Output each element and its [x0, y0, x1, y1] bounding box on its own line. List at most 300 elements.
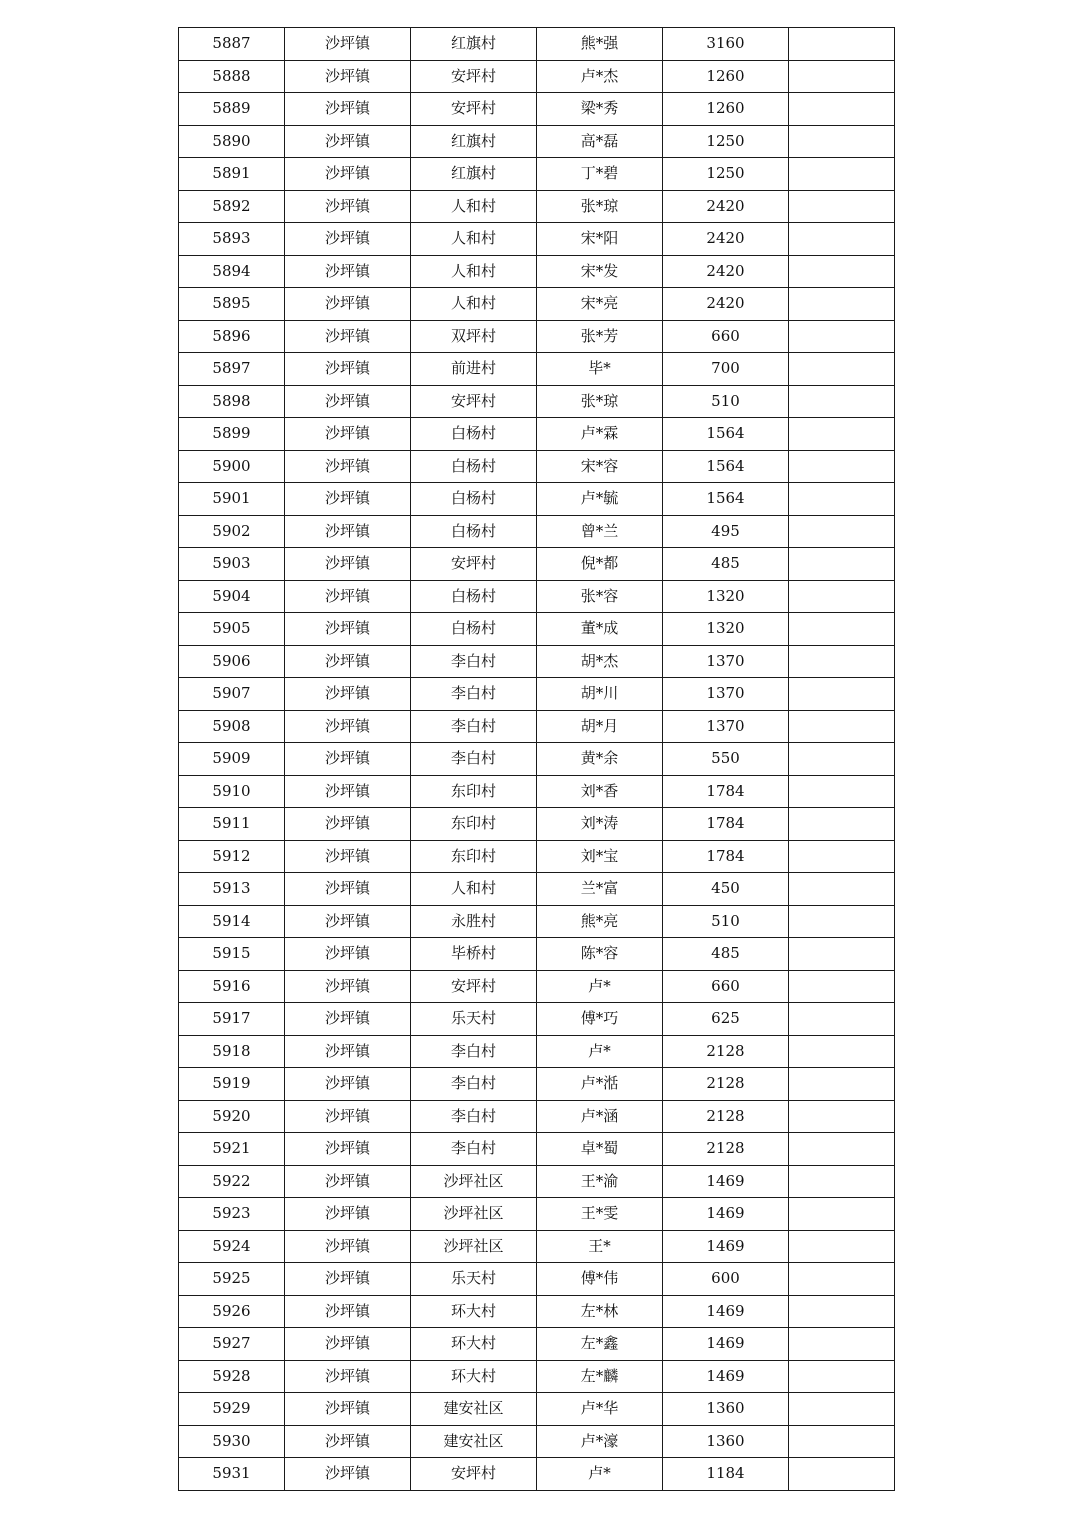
row-number-cell: 5898 — [179, 385, 285, 418]
row-number-cell: 5890 — [179, 125, 285, 158]
amount-cell: 1564 — [663, 483, 789, 516]
note-cell — [789, 190, 895, 223]
row-number-cell: 5931 — [179, 1458, 285, 1491]
row-number-cell: 5925 — [179, 1263, 285, 1296]
table-row — [179, 1165, 895, 1198]
row-number-cell: 5893 — [179, 223, 285, 256]
note-cell — [789, 125, 895, 158]
row-number-cell: 5922 — [179, 1165, 285, 1198]
village-cell: 环大村 — [411, 1360, 537, 1393]
village-cell: 红旗村 — [411, 125, 537, 158]
amount-cell: 1784 — [663, 840, 789, 873]
name-cell: 董*成 — [537, 613, 663, 646]
table-row — [179, 158, 895, 191]
name-cell: 宋*容 — [537, 450, 663, 483]
name-cell: 傅*巧 — [537, 1003, 663, 1036]
name-cell: 张*琼 — [537, 190, 663, 223]
name-cell: 卓*蜀 — [537, 1133, 663, 1166]
name-cell: 卢*华 — [537, 1393, 663, 1426]
village-cell: 李白村 — [411, 1068, 537, 1101]
amount-cell: 1784 — [663, 775, 789, 808]
amount-cell: 1360 — [663, 1425, 789, 1458]
amount-cell: 2420 — [663, 223, 789, 256]
row-number-cell: 5900 — [179, 450, 285, 483]
table-row — [179, 938, 895, 971]
village-cell: 永胜村 — [411, 905, 537, 938]
town-cell: 沙坪镇 — [285, 938, 411, 971]
name-cell: 卢*霖 — [537, 418, 663, 451]
amount-cell: 550 — [663, 743, 789, 776]
row-number-cell: 5928 — [179, 1360, 285, 1393]
name-cell: 胡*月 — [537, 710, 663, 743]
town-cell: 沙坪镇 — [285, 840, 411, 873]
row-number-cell: 5912 — [179, 840, 285, 873]
row-number-cell: 5902 — [179, 515, 285, 548]
amount-cell: 2420 — [663, 190, 789, 223]
name-cell: 熊*强 — [537, 28, 663, 61]
name-cell: 卢*杰 — [537, 60, 663, 93]
row-number-cell: 5910 — [179, 775, 285, 808]
row-number-cell: 5909 — [179, 743, 285, 776]
town-cell: 沙坪镇 — [285, 158, 411, 191]
amount-cell: 1564 — [663, 418, 789, 451]
amount-cell: 625 — [663, 1003, 789, 1036]
note-cell — [789, 28, 895, 61]
name-cell: 卢* — [537, 970, 663, 1003]
town-cell: 沙坪镇 — [285, 288, 411, 321]
name-cell: 兰*富 — [537, 873, 663, 906]
village-cell: 安坪村 — [411, 93, 537, 126]
table-row — [179, 483, 895, 516]
village-cell: 乐天村 — [411, 1003, 537, 1036]
table-row — [179, 1295, 895, 1328]
note-cell — [789, 1003, 895, 1036]
village-cell: 建安社区 — [411, 1393, 537, 1426]
note-cell — [789, 1425, 895, 1458]
table-row — [179, 1068, 895, 1101]
table-row — [179, 125, 895, 158]
town-cell: 沙坪镇 — [285, 548, 411, 581]
amount-cell: 1320 — [663, 613, 789, 646]
amount-cell: 1469 — [663, 1360, 789, 1393]
town-cell: 沙坪镇 — [285, 1198, 411, 1231]
table-row — [179, 1230, 895, 1263]
table-row — [179, 385, 895, 418]
town-cell: 沙坪镇 — [285, 1003, 411, 1036]
note-cell — [789, 710, 895, 743]
amount-cell: 1260 — [663, 60, 789, 93]
table-row — [179, 1263, 895, 1296]
note-cell — [789, 255, 895, 288]
table-row — [179, 288, 895, 321]
amount-cell: 1784 — [663, 808, 789, 841]
amount-cell: 1250 — [663, 125, 789, 158]
village-cell: 白杨村 — [411, 515, 537, 548]
table-row — [179, 873, 895, 906]
row-number-cell: 5926 — [179, 1295, 285, 1328]
note-cell — [789, 288, 895, 321]
note-cell — [789, 743, 895, 776]
name-cell: 张*芳 — [537, 320, 663, 353]
amount-cell: 485 — [663, 938, 789, 971]
table-row — [179, 905, 895, 938]
amount-cell: 2420 — [663, 288, 789, 321]
note-cell — [789, 548, 895, 581]
town-cell: 沙坪镇 — [285, 515, 411, 548]
village-cell: 前进村 — [411, 353, 537, 386]
table-row — [179, 93, 895, 126]
village-cell: 李白村 — [411, 1035, 537, 1068]
name-cell: 高*磊 — [537, 125, 663, 158]
town-cell: 沙坪镇 — [285, 678, 411, 711]
town-cell: 沙坪镇 — [285, 190, 411, 223]
note-cell — [789, 353, 895, 386]
note-cell — [789, 418, 895, 451]
note-cell — [789, 60, 895, 93]
row-number-cell: 5919 — [179, 1068, 285, 1101]
village-cell: 双坪村 — [411, 320, 537, 353]
amount-cell: 1184 — [663, 1458, 789, 1491]
row-number-cell: 5917 — [179, 1003, 285, 1036]
note-cell — [789, 580, 895, 613]
table-row — [179, 223, 895, 256]
amount-cell: 1564 — [663, 450, 789, 483]
village-cell: 人和村 — [411, 223, 537, 256]
name-cell: 王*渝 — [537, 1165, 663, 1198]
village-cell: 李白村 — [411, 645, 537, 678]
village-cell: 沙坪社区 — [411, 1165, 537, 1198]
row-number-cell: 5899 — [179, 418, 285, 451]
town-cell: 沙坪镇 — [285, 1230, 411, 1263]
amount-cell: 1260 — [663, 93, 789, 126]
name-cell: 傅*伟 — [537, 1263, 663, 1296]
amount-cell: 1250 — [663, 158, 789, 191]
town-cell: 沙坪镇 — [285, 1068, 411, 1101]
note-cell — [789, 483, 895, 516]
name-cell: 丁*碧 — [537, 158, 663, 191]
table-row — [179, 678, 895, 711]
table-row — [179, 710, 895, 743]
amount-cell: 3160 — [663, 28, 789, 61]
row-number-cell: 5907 — [179, 678, 285, 711]
town-cell: 沙坪镇 — [285, 743, 411, 776]
village-cell: 安坪村 — [411, 970, 537, 1003]
town-cell: 沙坪镇 — [285, 710, 411, 743]
table-row — [179, 743, 895, 776]
amount-cell: 660 — [663, 320, 789, 353]
roster-table — [178, 27, 895, 1491]
table-row — [179, 515, 895, 548]
name-cell: 卢* — [537, 1035, 663, 1068]
name-cell: 熊*亮 — [537, 905, 663, 938]
town-cell: 沙坪镇 — [285, 1360, 411, 1393]
town-cell: 沙坪镇 — [285, 1263, 411, 1296]
amount-cell: 600 — [663, 1263, 789, 1296]
town-cell: 沙坪镇 — [285, 385, 411, 418]
village-cell: 李白村 — [411, 743, 537, 776]
row-number-cell: 5887 — [179, 28, 285, 61]
table-row — [179, 418, 895, 451]
town-cell: 沙坪镇 — [285, 775, 411, 808]
note-cell — [789, 1295, 895, 1328]
town-cell: 沙坪镇 — [285, 1295, 411, 1328]
name-cell: 胡*川 — [537, 678, 663, 711]
village-cell: 李白村 — [411, 1100, 537, 1133]
row-number-cell: 5908 — [179, 710, 285, 743]
row-number-cell: 5891 — [179, 158, 285, 191]
amount-cell: 1469 — [663, 1295, 789, 1328]
town-cell: 沙坪镇 — [285, 93, 411, 126]
note-cell — [789, 1068, 895, 1101]
amount-cell: 2128 — [663, 1133, 789, 1166]
amount-cell: 1469 — [663, 1165, 789, 1198]
town-cell: 沙坪镇 — [285, 125, 411, 158]
town-cell: 沙坪镇 — [285, 1425, 411, 1458]
town-cell: 沙坪镇 — [285, 905, 411, 938]
note-cell — [789, 938, 895, 971]
amount-cell: 2128 — [663, 1100, 789, 1133]
name-cell: 左*麟 — [537, 1360, 663, 1393]
town-cell: 沙坪镇 — [285, 353, 411, 386]
amount-cell: 2420 — [663, 255, 789, 288]
table-row — [179, 1458, 895, 1491]
row-number-cell: 5904 — [179, 580, 285, 613]
village-cell: 李白村 — [411, 678, 537, 711]
note-cell — [789, 1198, 895, 1231]
village-cell: 毕桥村 — [411, 938, 537, 971]
row-number-cell: 5914 — [179, 905, 285, 938]
table-row — [179, 580, 895, 613]
name-cell: 梁*秀 — [537, 93, 663, 126]
row-number-cell: 5888 — [179, 60, 285, 93]
village-cell: 白杨村 — [411, 613, 537, 646]
row-number-cell: 5889 — [179, 93, 285, 126]
amount-cell: 450 — [663, 873, 789, 906]
table-row — [179, 1100, 895, 1133]
amount-cell: 1370 — [663, 710, 789, 743]
name-cell: 王* — [537, 1230, 663, 1263]
note-cell — [789, 1393, 895, 1426]
town-cell: 沙坪镇 — [285, 1100, 411, 1133]
table-row — [179, 548, 895, 581]
name-cell: 卢*毓 — [537, 483, 663, 516]
amount-cell: 660 — [663, 970, 789, 1003]
village-cell: 安坪村 — [411, 385, 537, 418]
row-number-cell: 5901 — [179, 483, 285, 516]
village-cell: 人和村 — [411, 255, 537, 288]
amount-cell: 2128 — [663, 1035, 789, 1068]
table-row — [179, 840, 895, 873]
table-row — [179, 1133, 895, 1166]
village-cell: 建安社区 — [411, 1425, 537, 1458]
town-cell: 沙坪镇 — [285, 28, 411, 61]
row-number-cell: 5923 — [179, 1198, 285, 1231]
town-cell: 沙坪镇 — [285, 450, 411, 483]
note-cell — [789, 1165, 895, 1198]
name-cell: 卢* — [537, 1458, 663, 1491]
village-cell: 沙坪社区 — [411, 1198, 537, 1231]
row-number-cell: 5920 — [179, 1100, 285, 1133]
town-cell: 沙坪镇 — [285, 483, 411, 516]
table-row — [179, 1393, 895, 1426]
note-cell — [789, 840, 895, 873]
note-cell — [789, 320, 895, 353]
village-cell: 人和村 — [411, 873, 537, 906]
village-cell: 安坪村 — [411, 1458, 537, 1491]
village-cell: 东印村 — [411, 840, 537, 873]
name-cell: 左*鑫 — [537, 1328, 663, 1361]
row-number-cell: 5918 — [179, 1035, 285, 1068]
name-cell: 毕* — [537, 353, 663, 386]
note-cell — [789, 808, 895, 841]
village-cell: 红旗村 — [411, 28, 537, 61]
village-cell: 环大村 — [411, 1295, 537, 1328]
village-cell: 白杨村 — [411, 450, 537, 483]
amount-cell: 1320 — [663, 580, 789, 613]
row-number-cell: 5929 — [179, 1393, 285, 1426]
name-cell: 宋*阳 — [537, 223, 663, 256]
note-cell — [789, 93, 895, 126]
name-cell: 陈*容 — [537, 938, 663, 971]
town-cell: 沙坪镇 — [285, 1165, 411, 1198]
row-number-cell: 5916 — [179, 970, 285, 1003]
note-cell — [789, 385, 895, 418]
note-cell — [789, 970, 895, 1003]
row-number-cell: 5903 — [179, 548, 285, 581]
village-cell: 白杨村 — [411, 580, 537, 613]
table-row — [179, 1360, 895, 1393]
village-cell: 红旗村 — [411, 158, 537, 191]
name-cell: 刘*宝 — [537, 840, 663, 873]
town-cell: 沙坪镇 — [285, 1133, 411, 1166]
town-cell: 沙坪镇 — [285, 418, 411, 451]
row-number-cell: 5911 — [179, 808, 285, 841]
amount-cell: 1370 — [663, 645, 789, 678]
table-row — [179, 1328, 895, 1361]
table-row — [179, 1198, 895, 1231]
village-cell: 乐天村 — [411, 1263, 537, 1296]
town-cell: 沙坪镇 — [285, 1328, 411, 1361]
village-cell: 李白村 — [411, 1133, 537, 1166]
row-number-cell: 5897 — [179, 353, 285, 386]
table-row — [179, 60, 895, 93]
note-cell — [789, 873, 895, 906]
village-cell: 李白村 — [411, 710, 537, 743]
amount-cell: 485 — [663, 548, 789, 581]
table-row — [179, 1003, 895, 1036]
roster-table-body — [179, 28, 895, 1491]
village-cell: 环大村 — [411, 1328, 537, 1361]
row-number-cell: 5894 — [179, 255, 285, 288]
amount-cell: 2128 — [663, 1068, 789, 1101]
town-cell: 沙坪镇 — [285, 1035, 411, 1068]
row-number-cell: 5930 — [179, 1425, 285, 1458]
name-cell: 卢*湉 — [537, 1068, 663, 1101]
row-number-cell: 5924 — [179, 1230, 285, 1263]
table-row — [179, 613, 895, 646]
amount-cell: 1469 — [663, 1198, 789, 1231]
village-cell: 东印村 — [411, 775, 537, 808]
note-cell — [789, 158, 895, 191]
town-cell: 沙坪镇 — [285, 1458, 411, 1491]
note-cell — [789, 1133, 895, 1166]
row-number-cell: 5927 — [179, 1328, 285, 1361]
town-cell: 沙坪镇 — [285, 613, 411, 646]
row-number-cell: 5906 — [179, 645, 285, 678]
name-cell: 刘*香 — [537, 775, 663, 808]
amount-cell: 510 — [663, 905, 789, 938]
village-cell: 安坪村 — [411, 548, 537, 581]
note-cell — [789, 905, 895, 938]
note-cell — [789, 613, 895, 646]
name-cell: 黄*余 — [537, 743, 663, 776]
row-number-cell: 5905 — [179, 613, 285, 646]
name-cell: 曾*兰 — [537, 515, 663, 548]
town-cell: 沙坪镇 — [285, 320, 411, 353]
town-cell: 沙坪镇 — [285, 580, 411, 613]
note-cell — [789, 1035, 895, 1068]
row-number-cell: 5921 — [179, 1133, 285, 1166]
town-cell: 沙坪镇 — [285, 60, 411, 93]
table-row — [179, 645, 895, 678]
name-cell: 张*容 — [537, 580, 663, 613]
village-cell: 东印村 — [411, 808, 537, 841]
row-number-cell: 5892 — [179, 190, 285, 223]
note-cell — [789, 1100, 895, 1133]
name-cell: 倪*都 — [537, 548, 663, 581]
town-cell: 沙坪镇 — [285, 255, 411, 288]
table-row — [179, 1035, 895, 1068]
row-number-cell: 5915 — [179, 938, 285, 971]
table-row — [179, 970, 895, 1003]
note-cell — [789, 678, 895, 711]
name-cell: 宋*亮 — [537, 288, 663, 321]
name-cell: 胡*杰 — [537, 645, 663, 678]
village-cell: 人和村 — [411, 288, 537, 321]
table-row — [179, 775, 895, 808]
table-row — [179, 255, 895, 288]
amount-cell: 1469 — [663, 1230, 789, 1263]
table-row — [179, 353, 895, 386]
village-cell: 人和村 — [411, 190, 537, 223]
village-cell: 沙坪社区 — [411, 1230, 537, 1263]
note-cell — [789, 645, 895, 678]
document-page — [178, 27, 894, 1491]
village-cell: 白杨村 — [411, 483, 537, 516]
table-row — [179, 808, 895, 841]
note-cell — [789, 1263, 895, 1296]
note-cell — [789, 1458, 895, 1491]
amount-cell: 1370 — [663, 678, 789, 711]
town-cell: 沙坪镇 — [285, 223, 411, 256]
note-cell — [789, 515, 895, 548]
amount-cell: 1469 — [663, 1328, 789, 1361]
name-cell: 王*雯 — [537, 1198, 663, 1231]
row-number-cell: 5895 — [179, 288, 285, 321]
amount-cell: 495 — [663, 515, 789, 548]
note-cell — [789, 1360, 895, 1393]
row-number-cell: 5896 — [179, 320, 285, 353]
name-cell: 宋*发 — [537, 255, 663, 288]
name-cell: 左*林 — [537, 1295, 663, 1328]
town-cell: 沙坪镇 — [285, 970, 411, 1003]
note-cell — [789, 1230, 895, 1263]
note-cell — [789, 775, 895, 808]
table-row — [179, 1425, 895, 1458]
table-row — [179, 190, 895, 223]
name-cell: 卢*濠 — [537, 1425, 663, 1458]
amount-cell: 700 — [663, 353, 789, 386]
